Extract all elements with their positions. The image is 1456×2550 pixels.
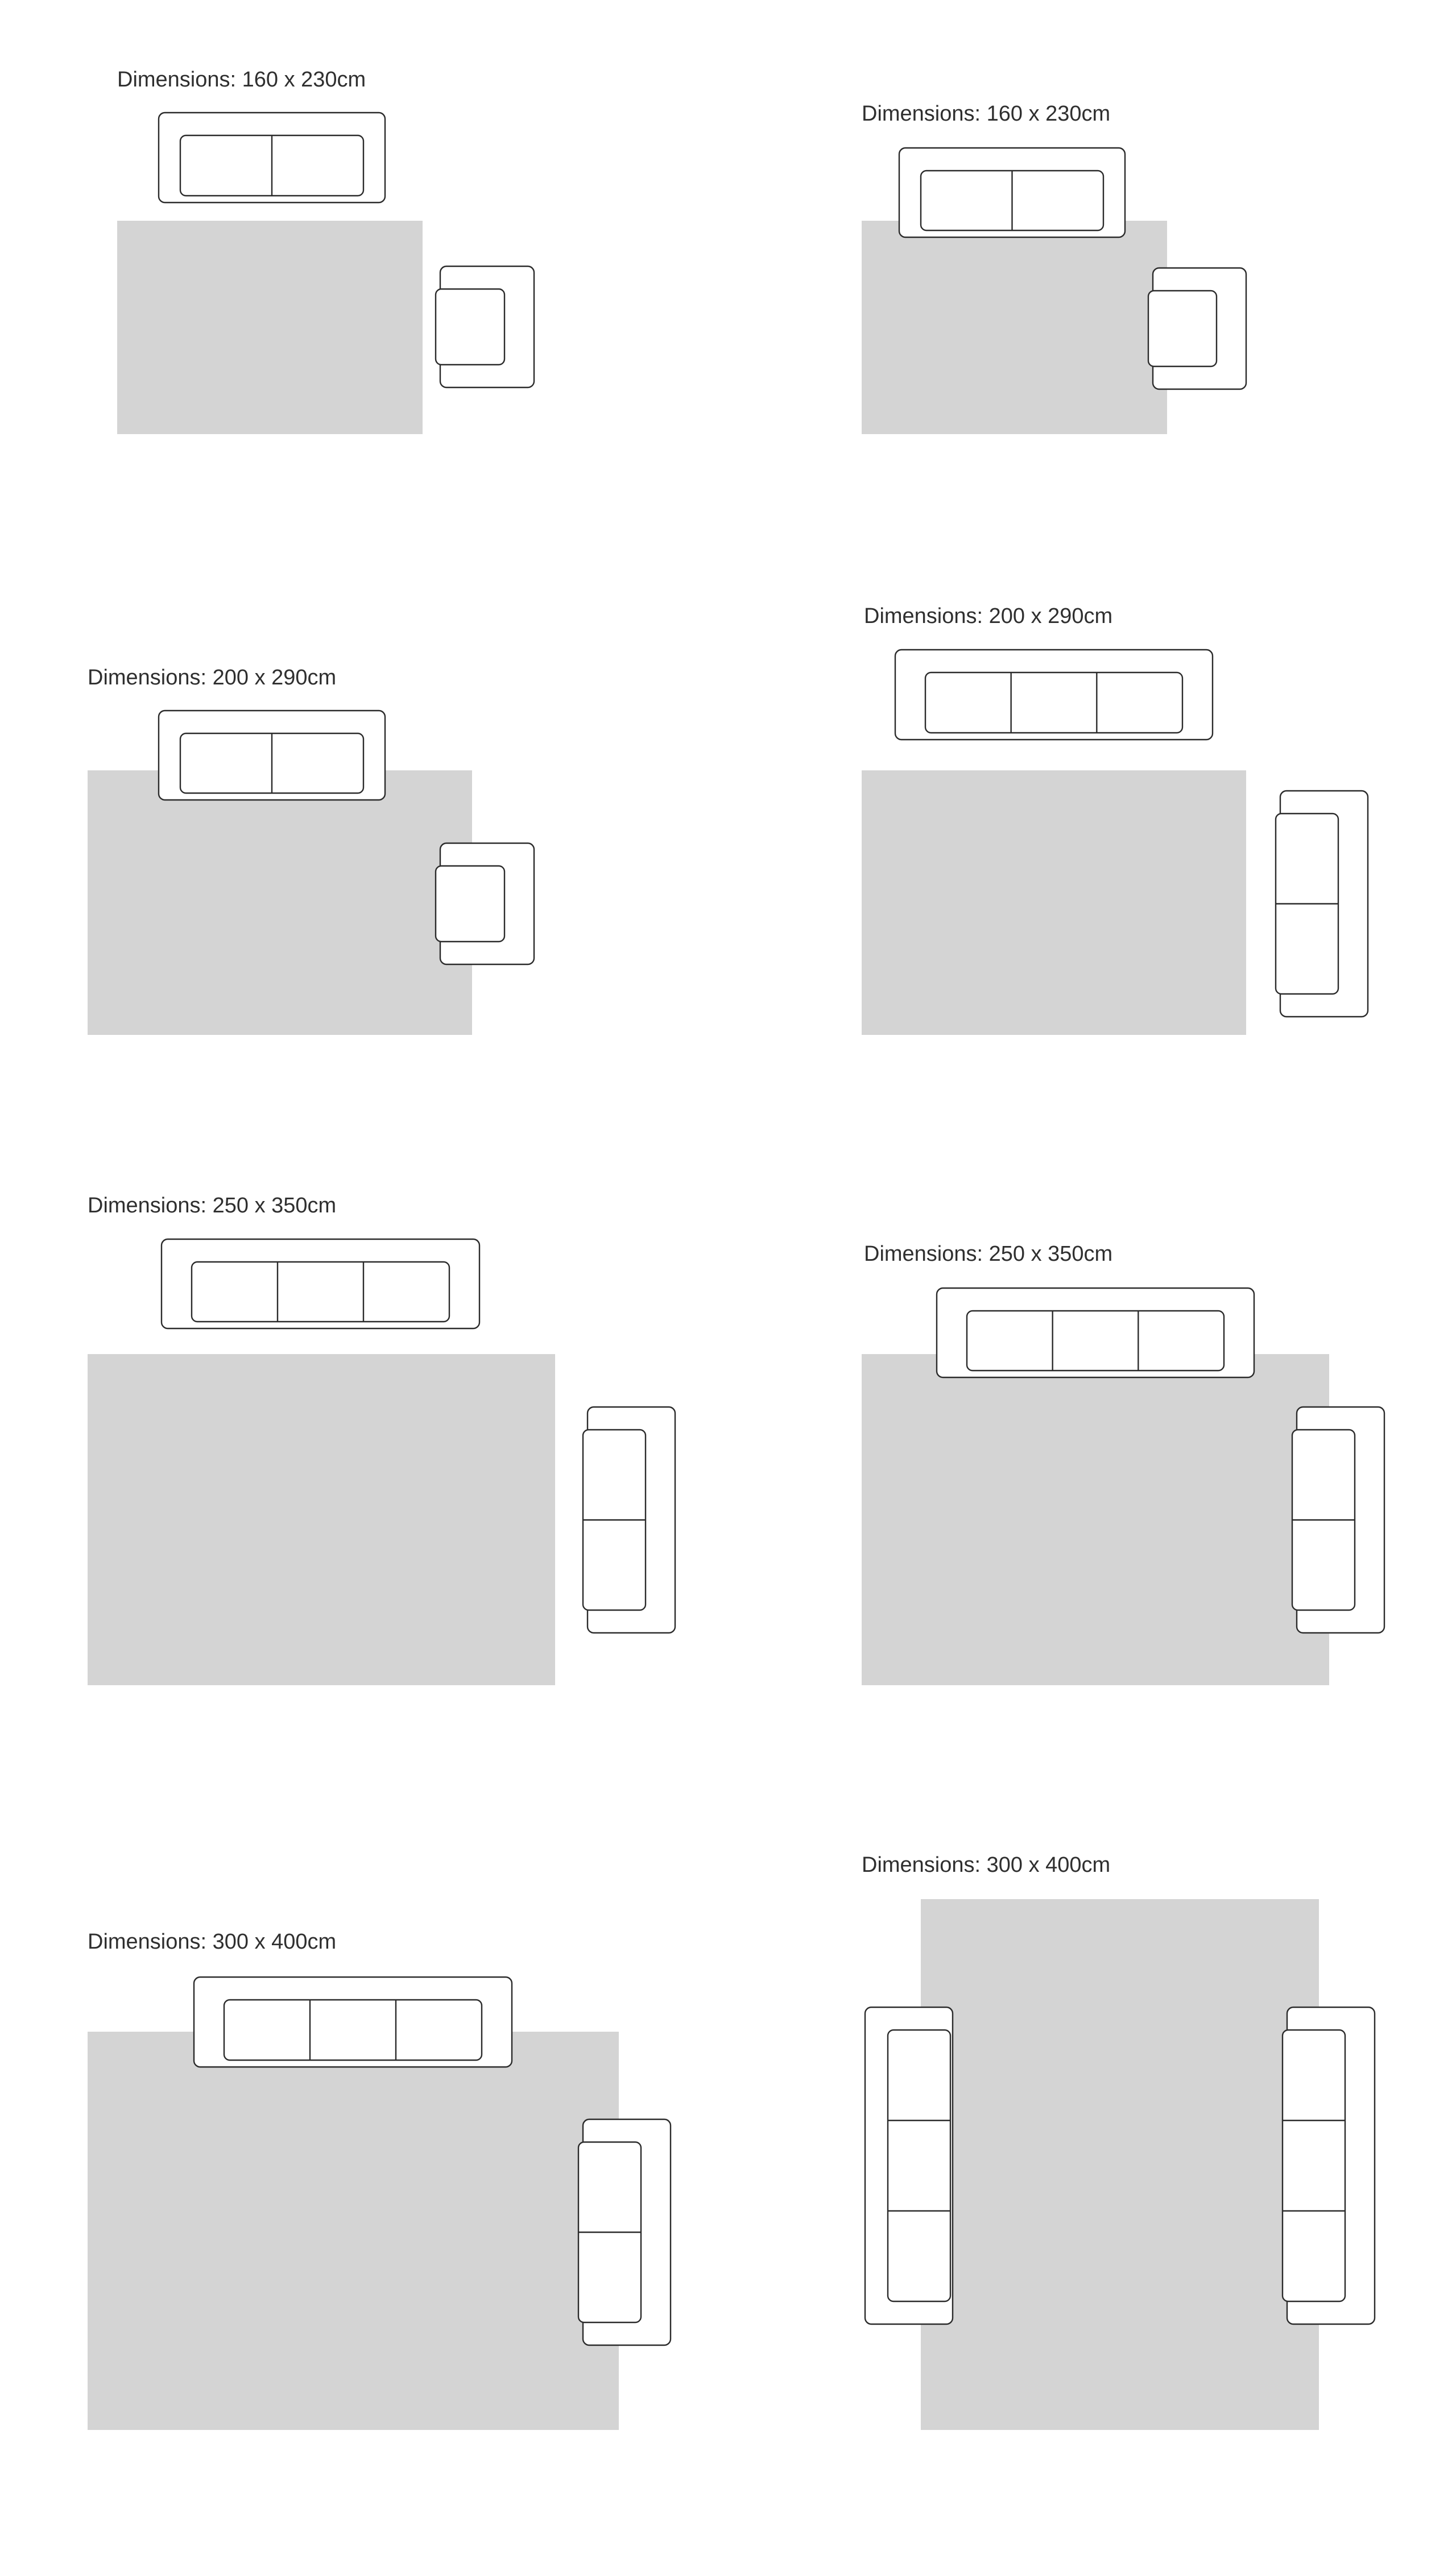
rug-8: [921, 1899, 1319, 2430]
sofa-8-right: [1283, 2007, 1375, 2324]
dimensions-label: Dimensions: 160 x 230cm: [117, 68, 366, 92]
sofa-3: [159, 711, 385, 800]
rug-4: [862, 770, 1246, 1035]
sofa-4: [895, 650, 1213, 740]
rug-5: [88, 1354, 555, 1685]
rug-3: [88, 770, 472, 1035]
sofa-seat-base: [1148, 291, 1217, 366]
sofa-2: [899, 148, 1125, 237]
sofa-seat-base: [1283, 2030, 1345, 2301]
sofa-1: [159, 113, 385, 203]
sofa-seat-base: [436, 289, 504, 365]
sofa-8-left: [865, 2007, 953, 2324]
rug-1: [117, 221, 423, 434]
armchair-3: [436, 843, 534, 964]
dimensions-label: Dimensions: 200 x 290cm: [864, 604, 1113, 628]
armchair-2: [1148, 268, 1246, 389]
sofa-seat-base: [192, 1262, 449, 1322]
sofa-seat-base: [888, 2030, 950, 2301]
sofa-seat-base: [436, 866, 504, 942]
rug-7: [88, 2032, 619, 2430]
dimensions-label: Dimensions: 250 x 350cm: [864, 1242, 1113, 1266]
rug-2: [862, 221, 1167, 434]
sofa-6: [937, 1288, 1254, 1377]
dimensions-label: Dimensions: 200 x 290cm: [88, 666, 337, 690]
loveseat-4: [1276, 791, 1368, 1017]
sofa-seat-base: [925, 672, 1182, 733]
loveseat-6: [1292, 1407, 1384, 1633]
sofa-5: [162, 1239, 479, 1328]
dimensions-label: Dimensions: 300 x 400cm: [862, 1853, 1111, 1877]
sofa-7: [194, 1977, 512, 2067]
dimensions-label: Dimensions: 250 x 350cm: [88, 1194, 337, 1218]
dimensions-label: Dimensions: 160 x 230cm: [862, 102, 1111, 126]
rug-6: [862, 1354, 1329, 1685]
loveseat-7: [578, 2119, 671, 2345]
dimensions-label: Dimensions: 300 x 400cm: [88, 1930, 337, 1954]
loveseat-5: [583, 1407, 675, 1633]
sofa-seat-base: [967, 1311, 1224, 1371]
sofa-seat-base: [224, 2000, 482, 2060]
armchair-1: [436, 266, 534, 387]
